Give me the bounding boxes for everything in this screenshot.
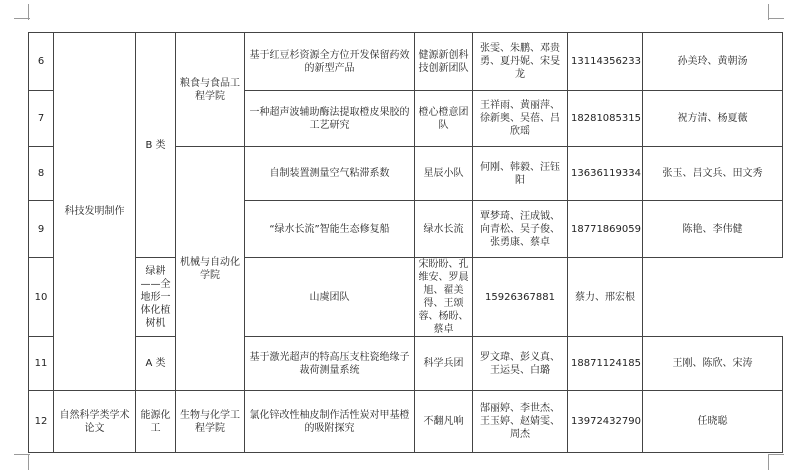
team-members: 何刚、韩毅、汪钰阳	[473, 147, 568, 201]
team-members: 覃梦琦、汪成钺、向青松、吴子俊、张勇康、蔡卓	[473, 201, 568, 258]
table-row	[29, 258, 783, 337]
crop-mark-top-left-v	[28, 4, 29, 20]
project-title: 绿耕——全地形一体化植树机	[136, 258, 176, 337]
category-cell: 科技发明制作	[54, 33, 136, 391]
crop-mark-top-right-h	[768, 18, 784, 19]
team-name: 科学兵团	[415, 337, 473, 391]
advisors: 王刚、陈欣、宋涛	[643, 337, 783, 391]
crop-mark-bottom-right-h	[768, 454, 784, 455]
team-name: 橙心橙意团队	[415, 91, 473, 147]
crop-mark-bottom-right-v	[768, 454, 769, 470]
table-row	[29, 337, 783, 391]
college-cell: 生物与化学工程学院	[176, 391, 245, 453]
table-row	[29, 391, 783, 453]
table-row	[29, 33, 783, 91]
crop-mark-bottom-left-v	[28, 454, 29, 470]
advisors: 祝方清、杨夏薇	[643, 91, 783, 147]
class-cell: A 类	[136, 337, 176, 391]
award-list-table	[28, 32, 783, 453]
team-members: 张雯、朱鹏、邓贵勇、夏丹妮、宋旻龙	[473, 33, 568, 91]
crop-mark-top-right-v	[768, 4, 769, 20]
college-cell: 粮食与食品工程学院	[176, 33, 245, 147]
row-number: 12	[29, 391, 54, 453]
team-members: 罗文瑋、彭义真、王运昊、白璐	[473, 337, 568, 391]
team-name: 星辰小队	[415, 147, 473, 201]
row-number: 10	[29, 258, 54, 337]
team-name: 绿水长流	[415, 201, 473, 258]
advisors: 陈艳、李伟健	[643, 201, 783, 258]
row-number: 11	[29, 337, 54, 391]
contact-phone: 13636119334	[568, 147, 643, 201]
team-members: 宋盼盼、孔维安、罗晨旭、翟美得、王颂蓉、杨盼、蔡卓	[415, 258, 473, 337]
advisors: 蔡力、邢宏根	[568, 258, 643, 337]
project-title: 氯化锌改性柚皮制作活性炭对甲基橙的吸附探究	[245, 391, 415, 453]
team-name: 健源新创科技创新团队	[415, 33, 473, 91]
advisors: 孙美玲、黄朝汤	[643, 33, 783, 91]
contact-phone: 18871124185	[568, 337, 643, 391]
class-cell: B 类	[136, 33, 176, 258]
project-title: 自制装置测量空气粘滞系数	[245, 147, 415, 201]
team-members: 郜丽婷、李世杰、王玉婷、赵婧雯、周杰	[473, 391, 568, 453]
contact-phone: 15926367881	[473, 258, 568, 337]
project-title: 基于激光超声的特高压支柱瓷绝缘子裁荷测量系统	[245, 337, 415, 391]
contact-phone: 13972432790	[568, 391, 643, 453]
advisors: 张玉、吕文兵、田文秀	[643, 147, 783, 201]
category-cell: 自然科学类学术论文	[54, 391, 136, 453]
project-title: “绿水长流”智能生态修复船	[245, 201, 415, 258]
team-name: 不翻凡响	[415, 391, 473, 453]
project-title: 基于红豆杉资源全方位开发保留药效的新型产品	[245, 33, 415, 91]
row-number: 6	[29, 33, 54, 91]
contact-phone: 18281085315	[568, 91, 643, 147]
row-number: 7	[29, 91, 54, 147]
college-cell: 机械与自动化学院	[176, 147, 245, 391]
advisors: 任晓聪	[643, 391, 783, 453]
project-title: 一种超声波辅助酶法提取橙皮果胶的工艺研究	[245, 91, 415, 147]
contact-phone: 13114356233	[568, 33, 643, 91]
team-name: 山虞团队	[245, 258, 415, 337]
row-number: 8	[29, 147, 54, 201]
row-number: 9	[29, 201, 54, 258]
class-cell: 能源化工	[136, 391, 176, 453]
contact-phone: 18771869059	[568, 201, 643, 258]
team-members: 王祥雨、黄丽萍、徐新奥、吴蓓、吕欣瑶	[473, 91, 568, 147]
